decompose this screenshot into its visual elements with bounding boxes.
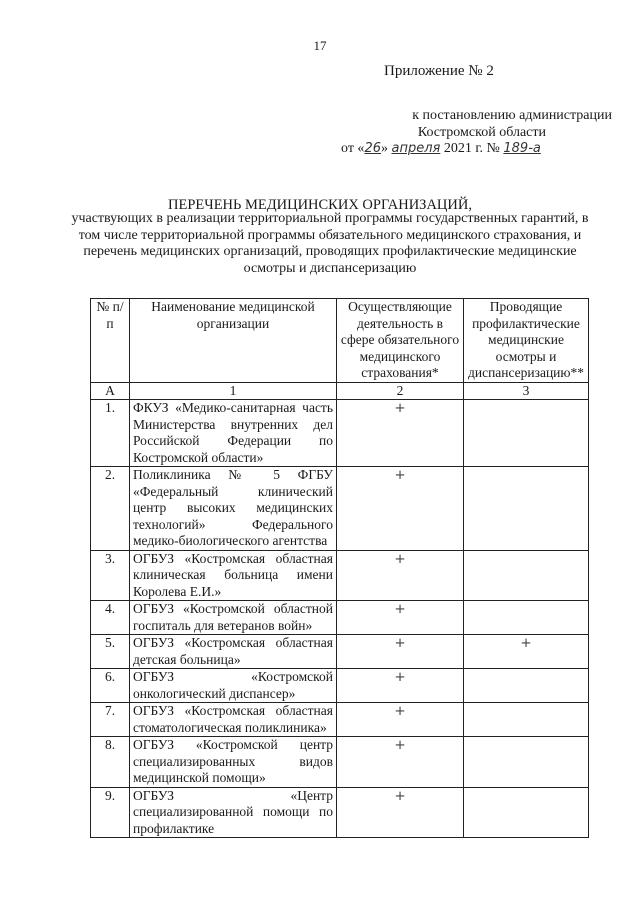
row-number: 1. — [91, 400, 130, 467]
prophylaxis-mark — [464, 703, 589, 737]
header-name: Наименование медицинской организации — [130, 299, 337, 383]
organization-name: ОГБУЗ «Костромская областная детская больница» — [130, 635, 337, 669]
row-number: 8. — [91, 737, 130, 788]
table-row — [91, 703, 589, 737]
header-num: № п/п — [91, 299, 130, 383]
oms-participation-mark: + — [337, 601, 464, 635]
document-title: ПЕРЕЧЕНЬ МЕДИЦИНСКИХ ОРГАНИЗАЦИЙ, — [168, 197, 472, 213]
oms-participation-mark: + — [337, 400, 464, 467]
table-index-row — [91, 382, 589, 400]
index-name: 1 — [130, 382, 337, 400]
prophylaxis-mark — [464, 601, 589, 635]
oms-participation-mark: + — [337, 669, 464, 703]
organization-name: ОГБУЗ «Костромская областная стоматологическая поликлиника» — [130, 703, 337, 737]
prophylaxis-mark — [464, 737, 589, 788]
resolution-date — [341, 141, 541, 157]
oms-participation-mark: + — [337, 467, 464, 551]
prophylaxis-mark — [464, 550, 589, 601]
organization-name: ОГБУЗ «Костромской центр специализированных видов медицинской помощи» — [130, 737, 337, 788]
header-prof: Проводящие профилактические медицинские осмотры и диспансеризацию** — [464, 299, 589, 383]
organization-name: ОГБУЗ «Костромской онкологический диспансер» — [130, 669, 337, 703]
table-row — [91, 467, 589, 551]
organizations-table — [90, 298, 589, 838]
table-row — [91, 669, 589, 703]
resolution-line-1: к постановлению администрации — [412, 108, 612, 123]
index-oms: 2 — [337, 382, 464, 400]
date-day-handwritten: 26 — [364, 141, 381, 156]
page-number: 17 — [313, 38, 327, 53]
index-prof: 3 — [464, 382, 589, 400]
oms-participation-mark: + — [337, 737, 464, 788]
resolution-line-2: Костромской области — [417, 125, 546, 140]
row-number: 3. — [91, 550, 130, 601]
oms-participation-mark: + — [337, 703, 464, 737]
prophylaxis-mark — [464, 467, 589, 551]
table-row — [91, 400, 589, 467]
oms-participation-mark: + — [337, 550, 464, 601]
organization-name: Поликлиника № 5 ФГБУ «Федеральный клинический центр высоких медицинских технологий» Федерального медико-биологического агентства — [130, 467, 337, 551]
oms-participation-mark: + — [337, 635, 464, 669]
date-prefix: от « — [341, 141, 365, 156]
table-row — [91, 635, 589, 669]
row-number: 4. — [91, 601, 130, 635]
prophylaxis-mark: + — [464, 635, 589, 669]
row-number: 9. — [91, 787, 130, 838]
date-mid: » — [380, 141, 388, 156]
table-row — [91, 601, 589, 635]
date-year: 2021 г. № — [443, 141, 500, 156]
document-subtitle: участвующих в реализации территориальной программы государственных гарантий, в том числе территориальной программы обязательного медицинского страхования, и перечень медицинских организаций, проводящих профилактические медицинские осмотры и диспансеризацию — [71, 211, 589, 276]
oms-participation-mark: + — [337, 787, 464, 838]
organization-name: ОГБУЗ «Костромская областная клиническая больница имени Королева Е.И.» — [130, 550, 337, 601]
header-oms: Осуществляющие деятельность в сфере обязательного медицинского страхования* — [337, 299, 464, 383]
organization-name: ФКУЗ «Медико-санитарная часть Министерства внутренних дел Российской Федерации по Костромской области» — [130, 400, 337, 467]
row-number: 2. — [91, 467, 130, 551]
table-row — [91, 787, 589, 838]
index-num: А — [91, 382, 130, 400]
appendix-title: Приложение № 2 — [384, 63, 494, 79]
prophylaxis-mark — [464, 787, 589, 838]
table-row — [91, 737, 589, 788]
resolution-number-handwritten: 189-а — [503, 141, 541, 156]
organization-name: ОГБУЗ «Центр специализированной помощи по профилактике — [130, 787, 337, 838]
row-number: 6. — [91, 669, 130, 703]
date-month-handwritten: апреля — [391, 141, 441, 156]
row-number: 5. — [91, 635, 130, 669]
table-row — [91, 550, 589, 601]
organization-name: ОГБУЗ «Костромской областной госпиталь для ветеранов войн» — [130, 601, 337, 635]
prophylaxis-mark — [464, 400, 589, 467]
prophylaxis-mark — [464, 669, 589, 703]
table-header-row — [91, 299, 589, 383]
row-number: 7. — [91, 703, 130, 737]
